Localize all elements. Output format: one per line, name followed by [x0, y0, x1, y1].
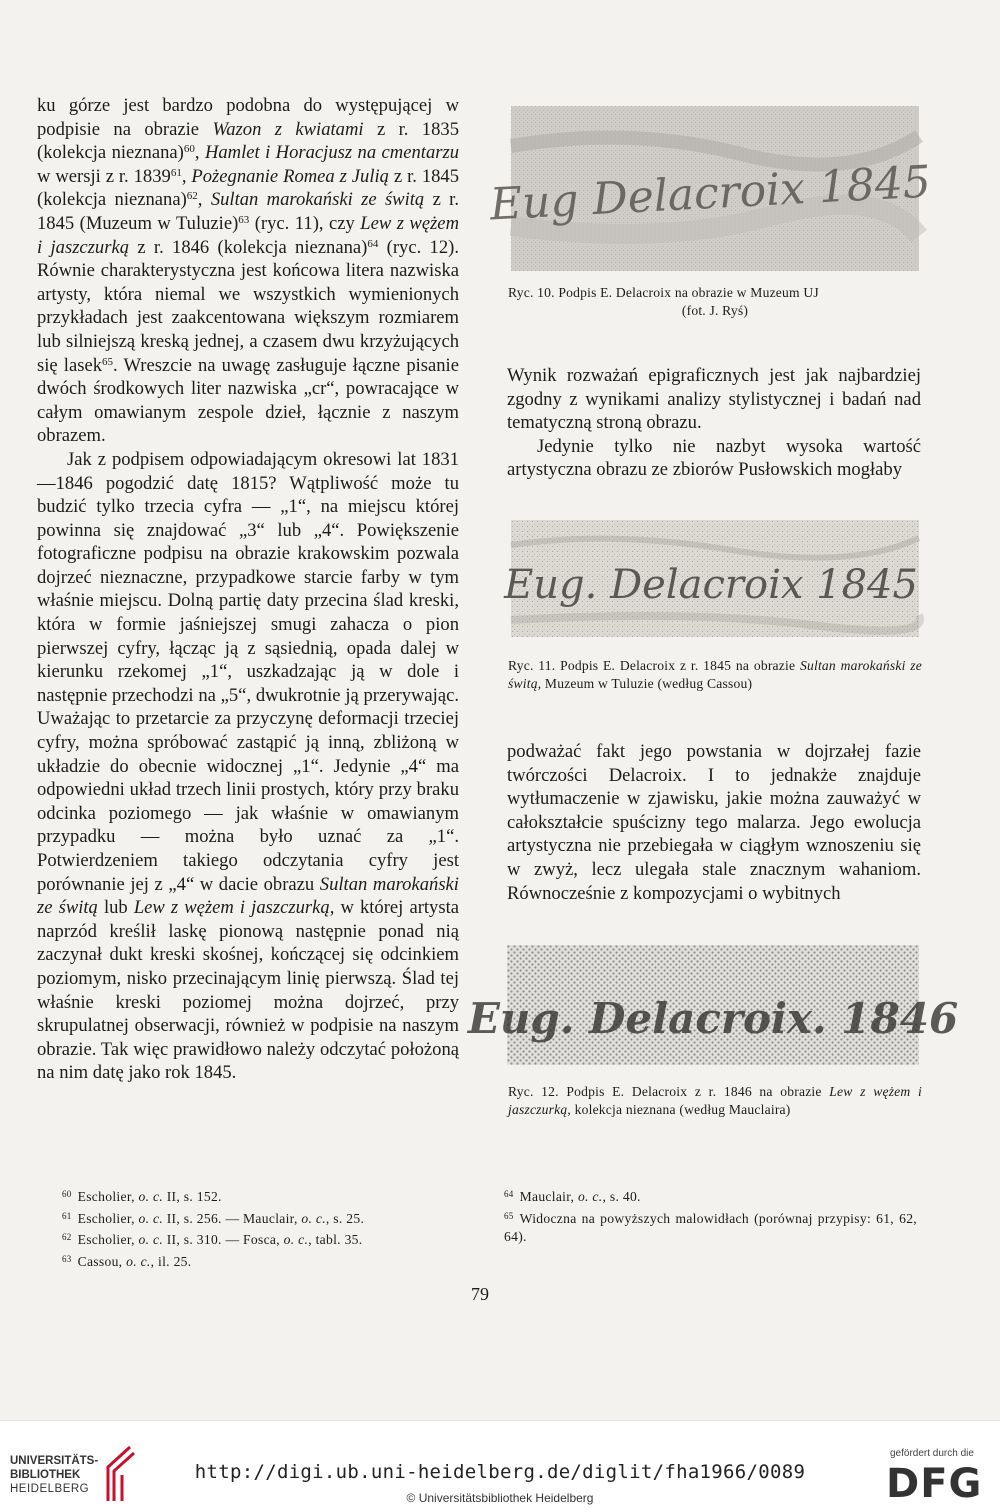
- figure-10-caption-line1: Ryc. 10. Podpis E. Delacroix na obrazie w Muzeum UJ: [508, 285, 819, 300]
- left-paragraph-1: ku górze jest bardzo podobna do występującej w podpisie na obrazie Wazon z kwiatami z r. 1835 (kolekcja nieznana)$^{60}$, Hamlet i Horacjusz na cmentarzu w wersji z r. 1839$^{61}$, Pożegnanie Romea z Julią z r. 1845 (kolekcja nieznana)$^{62}$, Sultan marokański ze świtą z r. 1845 (Muzeum w Tuluzie)$^{63}$ (ryc. 11), czy Lew z wężem i jaszczurką z r. 1846 (kolekcja nieznana)$^{64}$ (ryc. 12). Równie charakterystyczna jest końcowa litera nazwiska artysty, która niemal we wszystkich wymienionych przykładach jest zaakcentowana większym rozmiarem lub silniejszą kreską jednej, a czasem dwu krzyżujących się lasek$^{65}$. Wreszcie na uwagę zasługuje łączne pisanie dwóch środkowych liter nazwiska „cr“, powracające w całym omawianym zespole dzieł, łącznie z naszym obrazem.: [37, 95, 460, 447]
- footnote-63: $^{63}$ Cassou, o. c., il. 25.: [62, 1253, 192, 1269]
- footnote-61: $^{61}$ Escholier, o. c. II, s. 256. — Mauclair, o. c., s. 25.: [62, 1210, 365, 1226]
- right-column-top: [507, 364, 921, 482]
- figure-11-caption: Ryc. 11. Podpis E. Delacroix z r. 1845 na obrazie Sultan marokański ze świtą, Muzeum w Tuluzie (według Cassou): [508, 658, 922, 691]
- library-name: UNIVERSITÄTS- BIBLIOTHEK HEIDELBERG: [10, 1455, 99, 1495]
- right-column-middle: [507, 740, 921, 905]
- figure-10-signature: Eug Delacroix 1845: [488, 156, 933, 231]
- figure-12-signature-image: [467, 945, 959, 1065]
- dfg-logo: DFG: [886, 1461, 983, 1507]
- figure-12-caption: Ryc. 12. Podpis E. Delacroix z r. 1846 na obrazie Lew z wężem i jaszczurką, kolekcja nieznana (według Mauclaira): [508, 1084, 923, 1117]
- figure-11-signature: Eug. Delacroix 1845: [504, 562, 918, 608]
- figure-10-signature-image: [488, 106, 933, 271]
- footnote-64: $^{64}$ Mauclair, o. c., s. 40.: [504, 1189, 641, 1204]
- footnote-62: $^{62}$ Escholier, o. c. II, s. 310. — Fosca, o. c., tabl. 35.: [62, 1232, 363, 1248]
- right-paragraph-3: podważać fakt jego powstania w dojrzałej fazie twórczości Delacroix. I to jednakże znajduje wytłumaczenie w zjawisku, jakie można zauważyć w całokształcie spuścizny tego malarza. Jego ewolucja artystyczna nie przebiegała w ciągłym wznoszeniu się w zwyż, lecz ulegała stale znacznym wahaniom. Równocześnie z kompozycjami o wybitnych: [507, 741, 921, 904]
- figure-11-signature-image: [504, 520, 919, 637]
- figure-10-caption-credit: (fot. J. Ryś): [681, 303, 749, 318]
- left-paragraph-2: Jak z podpisem odpowiadającym okresowi lat 1831—1846 pogodzić datę 1815? Wątpliwość może tu budzić tylko trzecia cyfra — „1“, na miejscu której powinna się znajdować „3“ lub „4“. Powiększenie fotograficzne podpisu na obrazie krakowskim pozwala dojrzeć nieznaczne, przypadkowe starcie farby w tym właśnie miejscu. Dolną partię daty przecina ślad kreski, która w formie jaśniejszej smugi zahacza o pion pierwszej cyfry, łącząc ją z sąsiednią, opada dalej w kierunku rzekomej „1“, uszkadzając ją w dole i następnie przechodzi na „5“, dwukrotnie ją przerywając. Uważając to przetarcie za przyczynę deformacji trzeciej cyfry, można spróbować zastąpić ją inną, zbliżoną w układzie do obecnie widocznej „1“. Jedynie „4“ ma odpowiedni układ trzech linii prostych, który przy braku odcinka poziomego — jak właśnie w omawianym przypadku — można było uznać za „1“. Potwierdzeniem takiego odczytania cyfry jest porównanie jej z „4“ w dacie obrazu Sultan marokański ze świtą lub Lew z wężem i jaszczurką, w której artysta naprzód kreślił laskę pionową następnie ponad nią zaczynał dukt kreski skośnej, kończącej się odcinkiem poziomym, nisko przecinającym linię pierwszą. Ślad tej właśnie kreski poziomej można dojrzeć, przy skrupulatnej obserwacji, również w podpisie na naszym obrazie. Tak więc prawidłowo należy odczytać położoną na nim datę jako rok 1845.: [37, 448, 460, 1084]
- right-paragraph-1: Wynik rozważań epigraficznych jest jak najbardziej zgodny z wynikami analizy stylistycznej i badań nad tematyczną stroną obrazu.: [507, 365, 921, 434]
- figure-10-caption: [508, 284, 922, 320]
- copyright-notice: © Universitätsbibliothek Heidelberg: [406, 1491, 594, 1505]
- right-paragraph-2: Jedynie tylko nie nazbyt wysoka wartość artystyczna obrazu ze zbiorów Pusłowskich mogłaby: [507, 435, 921, 481]
- footnotes-right: [504, 1185, 917, 1247]
- footnotes-left: [62, 1185, 462, 1271]
- digitization-footer: [0, 1420, 1000, 1512]
- figure-12-signature: Eug. Delacroix. 1846: [467, 994, 959, 1043]
- left-column: [37, 94, 459, 1085]
- footnote-65: $^{65}$ Widoczna na powyższych malowidłach (porównaj przypisy: 61, 62, 64).: [504, 1210, 917, 1245]
- footnote-60: $^{60}$ Escholier, o. c. II, s. 152.: [62, 1189, 222, 1204]
- funder-label: gefördert durch die: [890, 1448, 974, 1459]
- permalink-url[interactable]: http://digi.ub.uni-heidelberg.de/diglit/fha1966/0089: [194, 1461, 806, 1483]
- page-number: 79: [471, 1284, 489, 1304]
